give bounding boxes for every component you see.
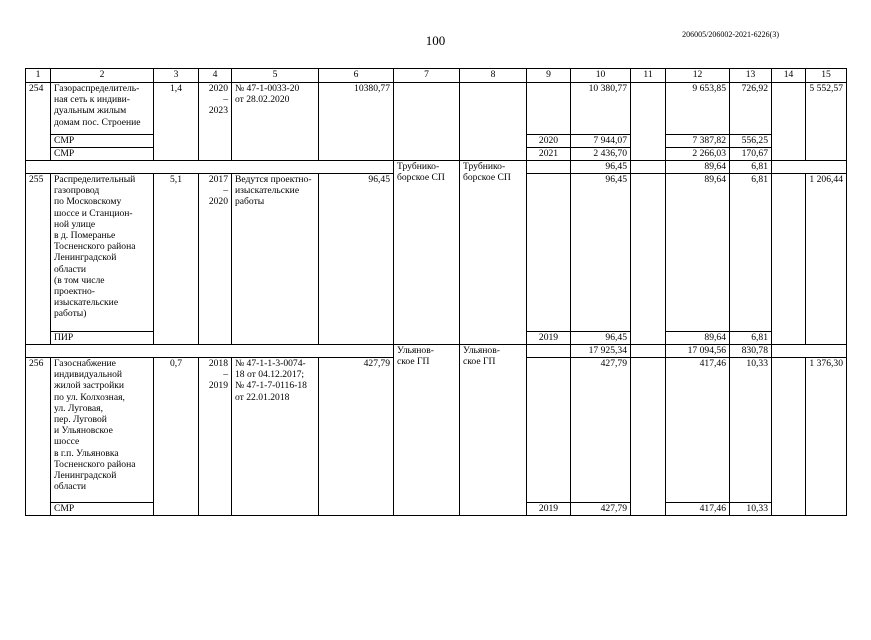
value-cell: 6,81 xyxy=(730,174,772,332)
municipality-label: Ульянов- ское ГП xyxy=(460,345,527,516)
value-cell: 170,67 xyxy=(730,148,772,161)
empty-cell xyxy=(772,174,806,345)
row-number: 254 xyxy=(26,83,51,161)
column-header: 2 xyxy=(51,69,154,83)
header-row xyxy=(26,69,847,83)
work-type-label: СМР xyxy=(51,135,154,148)
total-value: 96,45 xyxy=(571,174,631,332)
value-cell: 1 376,30 xyxy=(806,358,847,516)
empty-cell xyxy=(772,161,847,174)
empty-cell xyxy=(527,358,571,503)
value-cell: 726,92 xyxy=(730,83,772,135)
empty-cell xyxy=(631,345,666,358)
column-header: 7 xyxy=(394,69,460,83)
column-header: 8 xyxy=(460,69,527,83)
empty-cell xyxy=(772,358,806,516)
value-cell: 1 206,44 xyxy=(806,174,847,345)
empty-cell xyxy=(527,174,571,332)
value-cell: 7 387,82 xyxy=(666,135,730,148)
municipality-label: Ульянов- ское ГП xyxy=(394,345,460,516)
municipality-label: Трубнико- борское СП xyxy=(394,161,460,345)
cost-value: 96,45 xyxy=(319,174,394,345)
column-header: 5 xyxy=(232,69,319,83)
empty-cell xyxy=(527,161,571,174)
value-cell: 89,64 xyxy=(666,332,730,345)
empty-cell xyxy=(631,83,666,161)
value-cell: 10,33 xyxy=(730,358,772,503)
value-cell: 96,45 xyxy=(571,332,631,345)
total-value: 10 380,77 xyxy=(571,83,631,135)
empty-cell xyxy=(631,161,666,174)
cost-value: 10380,77 xyxy=(319,83,394,161)
value-cell: 2 266,03 xyxy=(666,148,730,161)
document-value: Ведутся проектно- изыскательские работы xyxy=(232,174,319,345)
document-value: № 47-1-0033-20 от 28.02.2020 xyxy=(232,83,319,161)
period-value: 2017 – 2020 xyxy=(199,174,232,345)
value-cell: 5 552,57 xyxy=(806,83,847,161)
value-cell: 89,64 xyxy=(666,161,730,174)
empty-cell xyxy=(527,83,571,135)
row-number: 256 xyxy=(26,358,51,516)
subtotal-row xyxy=(26,345,847,358)
value-cell: 17 925,34 xyxy=(571,345,631,358)
subtotal-row xyxy=(26,161,847,174)
empty-cell xyxy=(631,174,666,345)
column-header: 1 xyxy=(26,69,51,83)
column-header: 15 xyxy=(806,69,847,83)
length-value: 0,7 xyxy=(154,358,199,516)
length-value: 5,1 xyxy=(154,174,199,345)
empty-cell xyxy=(527,345,571,358)
table-row-254 xyxy=(26,83,847,135)
object-name: Газораспределитель- ная сеть к индиви- дуальным жилым домам пос. Строение xyxy=(51,83,154,135)
length-value: 1,4 xyxy=(154,83,199,161)
year-value: 2019 xyxy=(527,332,571,345)
work-type-label: СМР xyxy=(51,503,154,516)
register-table xyxy=(25,68,847,516)
value-cell: 9 653,85 xyxy=(666,83,730,135)
value-cell: 17 094,56 xyxy=(666,345,730,358)
column-header: 13 xyxy=(730,69,772,83)
column-header: 4 xyxy=(199,69,232,83)
document-value: № 47-1-1-3-0074- 18 от 04.12.2017; № 47-1-7-0116-18 от 22.01.2018 xyxy=(232,358,319,516)
empty-cell xyxy=(631,358,666,516)
cost-value: 427,79 xyxy=(319,358,394,516)
value-cell: 556,25 xyxy=(730,135,772,148)
value-cell: 427,79 xyxy=(571,503,631,516)
column-header: 10 xyxy=(571,69,631,83)
row-number: 255 xyxy=(26,174,51,345)
empty-cell xyxy=(772,345,847,358)
value-cell: 96,45 xyxy=(571,161,631,174)
value-cell: 6,81 xyxy=(730,332,772,345)
value-cell: 830,78 xyxy=(730,345,772,358)
empty-cell xyxy=(26,161,394,174)
value-cell: 417,46 xyxy=(666,358,730,503)
page-number: 100 xyxy=(425,33,446,48)
column-header: 6 xyxy=(319,69,394,83)
column-header: 11 xyxy=(631,69,666,83)
year-value: 2019 xyxy=(527,503,571,516)
total-value: 427,79 xyxy=(571,358,631,503)
value-cell: 6,81 xyxy=(730,161,772,174)
work-type-label: СМР xyxy=(51,148,154,161)
period-value: 2020 – 2023 xyxy=(199,83,232,161)
empty-cell xyxy=(772,83,806,161)
object-name: Распределительный газопровод по Московскому шоссе и Станцион- ной улице в д. Померанье Тосненского района Ленинградской области (в том числе проектно- изыскательские работы) xyxy=(51,174,154,332)
value-cell: 89,64 xyxy=(666,174,730,332)
column-header: 14 xyxy=(772,69,806,83)
empty-cell xyxy=(460,83,527,161)
column-header: 12 xyxy=(666,69,730,83)
year-value: 2021 xyxy=(527,148,571,161)
value-cell: 7 944,07 xyxy=(571,135,631,148)
object-name: Газоснабжение индивидуальной жилой застройки по ул. Колхозная, ул. Луговая, пер. Луговой и Ульяновское шоссе в г.п. Ульяновка Тосненского района Ленинградской области xyxy=(51,358,154,503)
work-type-label: ПИР xyxy=(51,332,154,345)
column-header: 9 xyxy=(527,69,571,83)
year-value: 2020 xyxy=(527,135,571,148)
empty-cell xyxy=(394,83,460,161)
value-cell: 2 436,70 xyxy=(571,148,631,161)
column-header: 3 xyxy=(154,69,199,83)
value-cell: 417,46 xyxy=(666,503,730,516)
value-cell: 10,33 xyxy=(730,503,772,516)
document-code: 206005/206002-2021-6226(3) xyxy=(682,30,779,39)
empty-cell xyxy=(26,345,394,358)
period-value: 2018 – 2019 xyxy=(199,358,232,516)
municipality-label: Трубнико- борское СП xyxy=(460,161,527,345)
